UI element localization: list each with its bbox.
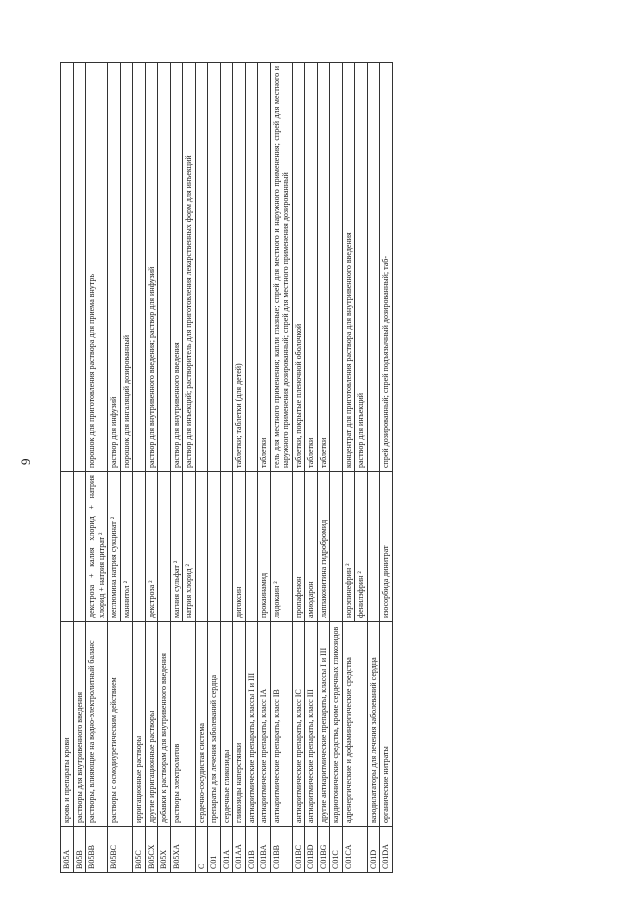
dosage-form-cell bbox=[73, 63, 86, 472]
dosage-form-cell bbox=[170, 63, 195, 472]
atc-code-cell: C01A bbox=[220, 827, 233, 873]
dosage-form-cell bbox=[220, 63, 233, 472]
group-name-cell: адренергические и дофаминергические средства bbox=[342, 622, 367, 827]
table-row bbox=[270, 63, 292, 873]
table-row bbox=[145, 63, 158, 873]
group-name-cell: другие ирригационные растворы bbox=[145, 622, 158, 827]
inn-cell bbox=[330, 472, 343, 622]
atc-code-cell: C01B bbox=[245, 827, 258, 873]
atc-code-cell: C01CA bbox=[342, 827, 367, 873]
dosage-form-cell bbox=[245, 63, 258, 472]
dosage-form-entry: раствор для внутривенного введения; раствор для инфузий bbox=[146, 266, 156, 468]
atc-code-cell: B05CX bbox=[145, 827, 158, 873]
group-name-cell: антиаритмические препараты, класс IA bbox=[258, 622, 271, 827]
inn-entry: дигоксин bbox=[234, 586, 243, 618]
table-row bbox=[208, 63, 221, 873]
atc-code-cell: C01BA bbox=[258, 827, 271, 873]
group-name-cell: сердечные гликозиды bbox=[220, 622, 233, 827]
inn-cell bbox=[208, 472, 221, 622]
inn-entry: маннитол ² bbox=[120, 472, 132, 621]
inn-cell bbox=[233, 472, 246, 622]
atc-code-cell: C01BB bbox=[270, 827, 292, 873]
group-name-cell: препараты для лечения заболеваний сердца bbox=[208, 622, 221, 827]
table-row bbox=[330, 63, 343, 873]
dosage-form-entry: спрей дозированный; спрей подъязычный дозированный; таб- bbox=[381, 256, 390, 468]
inn-cell bbox=[133, 472, 146, 622]
inn-cell bbox=[220, 472, 233, 622]
table-row bbox=[380, 63, 393, 873]
dosage-form-cell bbox=[292, 63, 305, 472]
inn-entry: декстроза ² bbox=[146, 580, 156, 618]
group-name-cell: антиаритмические препараты, класс IC bbox=[292, 622, 305, 827]
dosage-form-cell bbox=[330, 63, 343, 472]
inn-cell bbox=[108, 472, 133, 622]
dosage-form-cell bbox=[270, 63, 292, 472]
page-number: 9 bbox=[18, 458, 33, 465]
atc-code-cell: C01DA bbox=[380, 827, 393, 873]
group-name-cell: антиаритмические препараты, класс III bbox=[305, 622, 318, 827]
table-row bbox=[108, 63, 133, 873]
dosage-form-entry: таблетки bbox=[318, 437, 328, 468]
dosage-form-entry: раствор для инъекций; растворитель для приготовления лекарственных форм для инъекций bbox=[182, 63, 194, 471]
dosage-form-entry: таблетки bbox=[259, 437, 268, 468]
dosage-form-entry: концентрат для приготовления раствора для внутривенного введения bbox=[343, 232, 353, 468]
dosage-form-entry: порошок для приготовления раствора для приема внутрь bbox=[87, 273, 96, 468]
inn-entry: магния сульфат ² bbox=[171, 560, 181, 618]
group-name-cell: растворы, влияющие на водно-электролитный баланс bbox=[86, 622, 108, 827]
inn-cell bbox=[195, 472, 208, 622]
table-row bbox=[133, 63, 146, 873]
inn-cell bbox=[61, 472, 74, 622]
atc-code-cell: B05X bbox=[158, 827, 171, 873]
dosage-form-entry: таблетки; таблетки (для детей) bbox=[234, 363, 243, 468]
group-name-cell: другие антиаритмические препараты, классы I и III bbox=[317, 622, 330, 827]
dosage-form-cell bbox=[317, 63, 330, 472]
drug-table bbox=[60, 62, 393, 873]
table-row bbox=[170, 63, 195, 873]
dosage-form-cell bbox=[133, 63, 146, 472]
inn-entry: амиодарон bbox=[306, 581, 315, 618]
table-row bbox=[317, 63, 330, 873]
group-name-cell: гликозиды наперстянки bbox=[233, 622, 246, 827]
table-row bbox=[292, 63, 305, 873]
dosage-form-entry: гель для местного применения; капли глазные; спрей для местного и наружного применения; спрей для местного и наружного применения дозированный; спрей для местного применения дозированный bbox=[271, 66, 290, 468]
inn-entry: декстроза + калия хлорид + натрия хлорид + натрия цитрат ² bbox=[87, 475, 106, 618]
group-name-cell: вазодилататоры для лечения заболеваний сердца bbox=[367, 622, 380, 827]
dosage-form-cell bbox=[195, 63, 208, 472]
inn-cell bbox=[158, 472, 171, 622]
atc-code-cell: C01BD bbox=[305, 827, 318, 873]
dosage-form-cell bbox=[305, 63, 318, 472]
dosage-form-entry: раствор для внутривенного введения bbox=[171, 342, 181, 468]
inn-cell bbox=[73, 472, 86, 622]
group-name-cell: растворы с осмодиуретическим действием bbox=[108, 622, 133, 827]
inn-cell bbox=[367, 472, 380, 622]
atc-code-cell: C01D bbox=[367, 827, 380, 873]
inn-cell bbox=[170, 472, 195, 622]
atc-code-cell: B05A bbox=[61, 827, 74, 873]
dosage-form-cell bbox=[233, 63, 246, 472]
dosage-form-entry: раствор для инфузий bbox=[109, 396, 118, 468]
inn-entry: лидокаин ² bbox=[271, 581, 281, 618]
dosage-form-cell bbox=[158, 63, 171, 472]
inn-cell bbox=[380, 472, 393, 622]
atc-code-cell: C01BG bbox=[317, 827, 330, 873]
group-name-cell: добавки к растворам для внутривенного введения bbox=[158, 622, 171, 827]
inn-cell bbox=[342, 472, 367, 622]
atc-code-cell: C01AA bbox=[233, 827, 246, 873]
table-row bbox=[86, 63, 108, 873]
dosage-form-entry: порошок для ингаляций дозированный bbox=[120, 63, 132, 471]
group-name-cell: сердечно-сосудистая система bbox=[195, 622, 208, 827]
inn-entry: лаппаконитина гидробромид bbox=[318, 519, 328, 618]
inn-entry: натрия хлорид ² bbox=[182, 472, 194, 621]
table-row bbox=[220, 63, 233, 873]
inn-cell bbox=[145, 472, 158, 622]
inn-cell bbox=[317, 472, 330, 622]
dosage-form-cell bbox=[145, 63, 158, 472]
inn-cell bbox=[258, 472, 271, 622]
dosage-form-cell bbox=[342, 63, 367, 472]
table-row bbox=[61, 63, 74, 873]
group-name-cell: органические нитраты bbox=[380, 622, 393, 827]
inn-cell bbox=[292, 472, 305, 622]
table-row bbox=[367, 63, 380, 873]
table-row bbox=[158, 63, 171, 873]
atc-code-cell: B05C bbox=[133, 827, 146, 873]
table-row bbox=[258, 63, 271, 873]
inn-entry: фенилэфрин ² bbox=[354, 472, 366, 621]
inn-entry: меглюмина натрия сукцинат ² bbox=[109, 516, 118, 618]
inn-entry: прокаинамид bbox=[259, 572, 268, 618]
table-row bbox=[305, 63, 318, 873]
atc-code-cell: C01 bbox=[208, 827, 221, 873]
dosage-form-cell bbox=[258, 63, 271, 472]
dosage-form-cell bbox=[86, 63, 108, 472]
inn-cell bbox=[270, 472, 292, 622]
atc-code-cell: B05BC bbox=[108, 827, 133, 873]
table-row bbox=[342, 63, 367, 873]
inn-cell bbox=[245, 472, 258, 622]
group-name-cell: растворы электролитов bbox=[170, 622, 195, 827]
dosage-form-entry: раствор для инъекций bbox=[354, 63, 366, 471]
dosage-form-cell bbox=[108, 63, 133, 472]
atc-code-cell: C01C bbox=[330, 827, 343, 873]
inn-cell bbox=[86, 472, 108, 622]
atc-code-cell: C bbox=[195, 827, 208, 873]
inn-entry: норэпинефрин ² bbox=[343, 563, 353, 618]
group-name-cell: кардиотонические средства, кроме сердечных гликозидов bbox=[330, 622, 343, 827]
dosage-form-entry: таблетки bbox=[306, 437, 315, 468]
group-name-cell: растворы для внутривенного введения bbox=[73, 622, 86, 827]
dosage-form-cell bbox=[380, 63, 393, 472]
atc-code-cell: B05BB bbox=[86, 827, 108, 873]
dosage-form-cell bbox=[61, 63, 74, 472]
atc-code-cell: B05XA bbox=[170, 827, 195, 873]
dosage-form-entry: таблетки, покрытые пленочной оболочкой bbox=[293, 323, 303, 468]
group-name-cell: кровь и препараты крови bbox=[61, 622, 74, 827]
group-name-cell: антиаритмические препараты, класс IB bbox=[270, 622, 292, 827]
table-row bbox=[233, 63, 246, 873]
inn-entry: изосорбида динитрат bbox=[381, 545, 390, 618]
atc-code-cell: B05B bbox=[73, 827, 86, 873]
group-name-cell: антиаритмические препараты, классы I и III bbox=[245, 622, 258, 827]
table-row bbox=[245, 63, 258, 873]
group-name-cell: ирригационные растворы bbox=[133, 622, 146, 827]
atc-code-cell: C01BC bbox=[292, 827, 305, 873]
inn-cell bbox=[305, 472, 318, 622]
inn-entry: пропафенон bbox=[293, 576, 303, 618]
table-row bbox=[195, 63, 208, 873]
dosage-form-cell bbox=[208, 63, 221, 472]
table-row bbox=[73, 63, 86, 873]
dosage-form-cell bbox=[367, 63, 380, 472]
